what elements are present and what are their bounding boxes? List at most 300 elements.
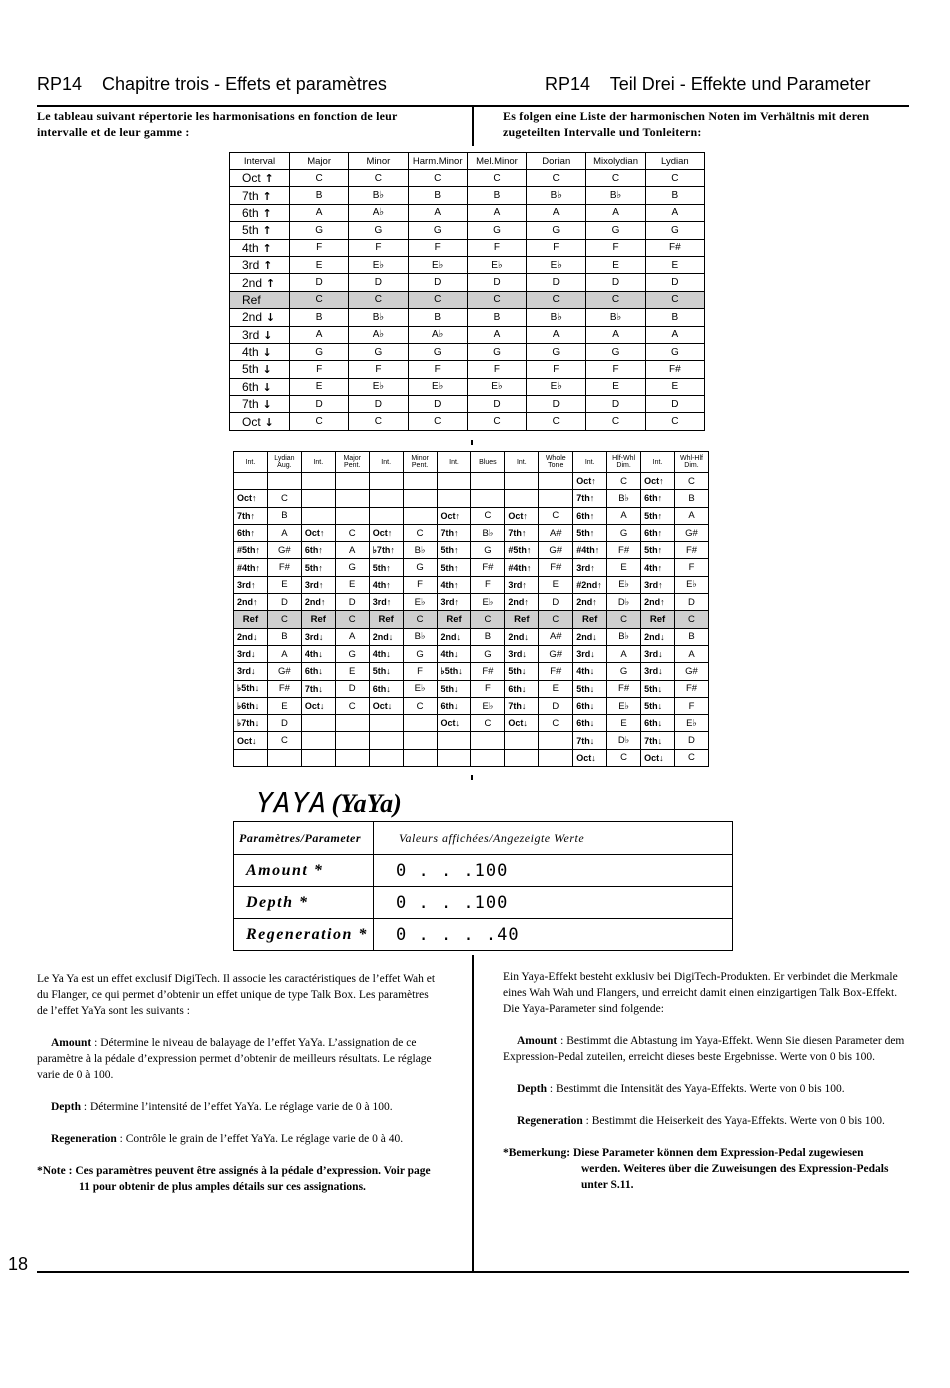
note-cell: B [645,187,704,204]
note-cell: F [290,239,349,256]
interval-cell [230,204,290,221]
param-amount-name: Amount * [234,855,374,887]
interval-cell: Oct↑ [234,490,268,507]
note-cell: C [267,732,301,749]
note-cell: E [607,559,641,576]
interval-cell [301,715,335,732]
table-2-header-cell: Whl-Hlf Dim. [674,452,708,473]
note-cell: C [539,507,573,524]
interval-cell: 2nd↓ [437,628,471,645]
param-row-regeneration [234,919,733,951]
interval-cell [230,256,290,273]
table-row [234,524,709,541]
interval-cell [230,361,290,378]
table-1-header-row [230,153,705,170]
intro-fr: Le tableau suivant répertorie les harmonisations en fonction de leur intervalle et de leur gamme : [37,109,398,139]
interval-cell: Oct↓ [573,749,607,766]
note-cell: C [349,413,408,430]
note-cell: D [527,396,586,413]
interval-cell: 5th↓ [437,680,471,697]
note-cell: B♭ [349,187,408,204]
note-cell: C [290,291,349,308]
interval-cell: 3rd↓ [641,663,675,680]
harmony-table-2-container [233,451,709,767]
note-cell: G [290,343,349,360]
param-depth-name: Depth * [234,887,374,919]
note-cell [471,473,505,490]
text-de-amount-label: Amount [517,1035,558,1047]
note-cell: B [290,309,349,326]
note-cell: E♭ [349,378,408,395]
note-cell: C [403,697,437,714]
text-fr-amount-text: : Détermine le niveau de balayage de l’effet YaYa. L’assignation de ce paramètre à la pédale d’expression permet d’obtenir de meilleurs résultats. Le réglage varie de 0 à 100. [37,1037,432,1081]
note-cell: C [335,524,369,541]
header-left-title: Chapitre trois - Effets et paramètres [102,74,387,94]
interval-cell [230,187,290,204]
interval-cell [505,749,539,766]
note-cell: C [267,611,301,628]
text-de-depth [503,1081,905,1097]
note-cell: B♭ [586,309,645,326]
text-de [503,969,905,1209]
arrow-up-icon: ↑ [258,241,272,255]
interval-cell: 5th↓ [641,680,675,697]
table-row [234,680,709,697]
interval-cell: Oct↑ [369,524,403,541]
note-cell: E [267,576,301,593]
interval-cell: Ref [437,611,471,628]
note-cell: F [471,576,505,593]
note-cell: B [467,187,526,204]
table-1-header-cell: Lydian [645,153,704,170]
note-cell [471,732,505,749]
interval-cell: 3rd↑ [369,594,403,611]
note-cell: A# [539,628,573,645]
note-cell: D [645,274,704,291]
text-fr [37,971,437,1211]
note-cell [403,490,437,507]
note-cell: G# [267,663,301,680]
table-row [230,361,705,378]
interval-cell [505,473,539,490]
interval-cell [505,490,539,507]
note-cell: D [539,697,573,714]
note-cell: E [290,256,349,273]
interval-cell: 7th↑ [505,524,539,541]
interval-cell [230,170,290,187]
interval-cell: Ref [505,611,539,628]
interval-label: 3rd [242,258,260,273]
interval-cell: 6th↑ [234,524,268,541]
table-1-header-cell: Major [290,153,349,170]
note-cell: G [607,524,641,541]
arrow-up-icon: ↑ [259,259,273,273]
interval-cell: 4th↑ [641,559,675,576]
interval-label: 6th [242,205,259,220]
interval-cell: 7th↓ [573,732,607,749]
note-cell: F# [674,680,708,697]
note-cell: G [349,343,408,360]
text-de-amount-text: : Bestimmt die Abtastung im Yaya-Effekt. Wenn Sie diesen Parameter dem Expression-Pedal zuteilen, erreicht dieses beste Ergebnisse. Werte von 0 bis 100. [503,1035,905,1063]
interval-cell [230,378,290,395]
table-1-header-cell: Interval [230,153,290,170]
note-cell: B♭ [586,187,645,204]
text-de-amount [503,1033,905,1065]
note-cell: G [645,343,704,360]
interval-cell [437,732,471,749]
note-cell: F [527,361,586,378]
note-cell: D [408,274,467,291]
note-cell [539,749,573,766]
interval-cell: Oct↓ [641,749,675,766]
interval-cell: 6th↓ [573,697,607,714]
interval-cell: Oct↓ [505,715,539,732]
note-cell: G [471,542,505,559]
note-cell: G [403,645,437,662]
arrow-down-icon: ↓ [258,398,272,412]
note-cell: F [674,559,708,576]
note-cell: C [674,473,708,490]
note-cell [335,715,369,732]
note-cell: F# [607,680,641,697]
table-row [234,507,709,524]
interval-cell: 3rd↓ [573,645,607,662]
note-cell: C [586,291,645,308]
note-cell: F# [267,559,301,576]
note-cell: E♭ [467,378,526,395]
text-fr-note-text: Ces paramètres peuvent être assignés à la pédale d’expression. Voir page 11 pour obtenir de plus amples détails sur ces assignations. [75,1165,431,1193]
interval-cell: 6th↓ [369,680,403,697]
table-2-header-cell: Minor Pent. [403,452,437,473]
note-cell: A [467,204,526,221]
table-row [230,396,705,413]
note-cell: G [408,343,467,360]
note-cell: F [408,239,467,256]
interval-cell: 6th↓ [641,715,675,732]
interval-cell: 7th↑ [437,524,471,541]
table-row [230,378,705,395]
text-de-intro: Ein Yaya-Effekt besteht exklusiv bei DigiTech-Produkten. Er verbindet die Merkmale eines Wah Wah und Flangers, und erreicht damit einen einzigartigen Talk Box-Effekt. Die Yaya-Parameter sind folgende: [503,971,898,1015]
interval-label: Oct [242,171,261,186]
interval-cell: 7th↓ [641,732,675,749]
table-row [230,343,705,360]
note-cell: G [467,343,526,360]
interval-cell: Oct↑ [505,507,539,524]
text-fr-regen-label: Regeneration [51,1133,117,1145]
interval-cell: 7th↓ [505,697,539,714]
text-fr-amount [37,1035,437,1083]
interval-cell: ♭5th↓ [437,663,471,680]
interval-cell [437,749,471,766]
table-1-header-cell: Mixolydian [586,153,645,170]
note-cell: A [645,326,704,343]
table-row [230,222,705,239]
table-2-header-cell: Lydian Aug. [267,452,301,473]
interval-cell: 5th↑ [437,559,471,576]
param-regeneration-value: 0 . . . .40 [374,919,733,951]
interval-cell [234,749,268,766]
interval-label: 7th [242,188,259,203]
table-2-header-cell: Hlf-Whl Dim. [607,452,641,473]
arrow-down-icon: ↓ [260,415,274,429]
table-row [234,542,709,559]
note-cell: E♭ [403,680,437,697]
interval-cell [505,732,539,749]
interval-cell [369,507,403,524]
parameter-table [233,821,733,951]
harmony-table-1 [229,152,705,431]
text-fr-depth-text: : Détermine l’intensité de l’effet YaYa. Le réglage varie de 0 à 100. [81,1101,393,1113]
interval-cell [301,490,335,507]
table-1-header-cell: Mel.Minor [467,153,526,170]
note-cell: G# [674,663,708,680]
interval-cell: Ref [369,611,403,628]
interval-cell [230,309,290,326]
note-cell: E [539,576,573,593]
interval-cell: 7th↑ [234,507,268,524]
header-column-divider [472,105,474,146]
table-row [234,611,709,628]
table-row [234,732,709,749]
table-2-header-cell: Int. [301,452,335,473]
note-cell: F [290,361,349,378]
text-fr-note-label: *Note : [37,1165,76,1177]
interval-cell: #4th↑ [234,559,268,576]
table-2-header-cell: Blues [471,452,505,473]
note-cell: C [674,611,708,628]
note-cell: F [349,361,408,378]
interval-cell: ♭7th↑ [369,542,403,559]
interval-cell: 3rd↑ [234,576,268,593]
interval-cell: Ref [641,611,675,628]
table-2-header-cell: Int. [641,452,675,473]
interval-cell: 3rd↑ [437,594,471,611]
interval-cell: 5th↑ [369,559,403,576]
note-cell: E [645,256,704,273]
table-row [230,170,705,187]
note-cell: D [674,732,708,749]
note-cell [335,732,369,749]
note-cell [403,749,437,766]
interval-cell: Oct↑ [573,473,607,490]
arrow-down-icon: ↓ [258,380,272,394]
note-cell: A [408,204,467,221]
note-cell: F# [539,559,573,576]
note-cell: C [290,413,349,430]
table-row [234,559,709,576]
note-cell: A [674,645,708,662]
note-cell: B♭ [403,542,437,559]
note-cell: G# [674,524,708,541]
table-2-header-row [234,452,709,473]
note-cell: A [586,204,645,221]
interval-cell: 4th↑ [369,576,403,593]
arrow-up-icon: ↑ [260,172,274,186]
interval-cell: Ref [301,611,335,628]
interval-cell: 6th↓ [505,680,539,697]
table-row [234,663,709,680]
note-cell: C [467,170,526,187]
interval-cell: 5th↓ [641,697,675,714]
interval-cell: Ref [573,611,607,628]
interval-cell: 3rd↑ [641,576,675,593]
note-cell: A [335,628,369,645]
table-row [230,326,705,343]
note-cell: D [335,594,369,611]
note-cell: E♭ [403,594,437,611]
note-cell: C [335,611,369,628]
interval-cell: 2nd↓ [573,628,607,645]
param-row-amount [234,855,733,887]
interval-label: 2nd [242,275,263,290]
note-cell: A [467,326,526,343]
note-cell: F [408,361,467,378]
note-cell: D [467,274,526,291]
interval-cell [301,749,335,766]
note-cell: E♭ [467,256,526,273]
note-cell: D [674,594,708,611]
interval-cell [301,473,335,490]
note-cell: B [674,490,708,507]
interval-cell: Oct↓ [369,697,403,714]
note-cell: A [290,204,349,221]
note-cell: C [408,291,467,308]
interval-cell: Oct↑ [437,507,471,524]
interval-cell: #5th↑ [234,542,268,559]
yaya-title [256,786,402,819]
interval-cell [369,732,403,749]
interval-cell: ♭7th↓ [234,715,268,732]
arrow-up-icon: ↑ [258,206,272,220]
note-cell: C [607,473,641,490]
interval-cell [230,343,290,360]
interval-cell: 5th↓ [573,680,607,697]
interval-cell: ♭6th↓ [234,697,268,714]
body-column-divider [472,955,474,1272]
note-cell: E♭ [349,256,408,273]
note-cell: G [586,222,645,239]
note-cell: C [607,611,641,628]
interval-cell: 5th↑ [573,524,607,541]
interval-cell [369,715,403,732]
note-cell: F [586,361,645,378]
table-2-header-cell: Int. [437,452,471,473]
interval-cell [369,473,403,490]
note-cell: G [527,343,586,360]
tick-mark [471,440,473,445]
header-right [545,74,871,95]
interval-cell: 6th↓ [301,663,335,680]
note-cell: A [267,524,301,541]
note-cell: D [267,594,301,611]
note-cell: B [408,187,467,204]
note-cell [403,473,437,490]
yaya-title-text: (YaYa) [331,789,402,818]
arrow-down-icon: ↓ [262,311,276,325]
note-cell: C [349,291,408,308]
table-row [230,256,705,273]
note-cell: C [471,611,505,628]
table-row [230,274,705,291]
note-cell: G [645,222,704,239]
interval-cell: 3rd↑ [573,559,607,576]
note-cell: B♭ [403,628,437,645]
interval-label: 5th [242,362,259,377]
note-cell: A [267,645,301,662]
table-row [234,697,709,714]
note-cell: E♭ [674,576,708,593]
arrow-down-icon: ↓ [258,346,272,360]
note-cell [335,490,369,507]
table-row [230,239,705,256]
interval-cell: 6th↑ [301,542,335,559]
note-cell: C [471,507,505,524]
note-cell: A [607,507,641,524]
note-cell: C [645,291,704,308]
interval-cell [230,326,290,343]
text-fr-regen-text: : Contrôle le grain de l’effet YaYa. Le réglage varie de 0 à 40. [116,1133,404,1145]
harmony-table-2 [233,451,709,767]
table-row [234,576,709,593]
note-cell: F# [471,663,505,680]
note-cell: B♭ [527,187,586,204]
param-regeneration-name: Regeneration * [234,919,374,951]
note-cell: D [408,396,467,413]
note-cell: B [471,628,505,645]
note-cell: C [527,413,586,430]
note-cell: A [335,542,369,559]
note-cell: B♭ [607,628,641,645]
interval-cell: Oct↓ [234,732,268,749]
note-cell: E [645,378,704,395]
note-cell: A# [539,524,573,541]
interval-cell: 2nd↑ [573,594,607,611]
note-cell [471,490,505,507]
interval-cell [230,396,290,413]
note-cell: G [527,222,586,239]
note-cell: D [527,274,586,291]
arrow-down-icon: ↓ [259,328,273,342]
interval-cell: 2nd↓ [505,628,539,645]
interval-cell: 2nd↑ [641,594,675,611]
table-row [234,628,709,645]
interval-cell: 6th↑ [641,490,675,507]
note-cell: C [403,524,437,541]
note-cell: B♭ [607,490,641,507]
note-cell: B♭ [471,524,505,541]
note-cell [403,715,437,732]
note-cell: F [586,239,645,256]
note-cell: E♭ [607,697,641,714]
note-cell: D [349,274,408,291]
table-2-header-cell: Int. [234,452,268,473]
note-cell: E♭ [408,256,467,273]
table-row [234,645,709,662]
note-cell: B [467,309,526,326]
interval-cell: ♭5th↓ [234,680,268,697]
note-cell: D [290,274,349,291]
page-number: 18 [8,1254,29,1274]
note-cell: G [335,645,369,662]
harmony-table-1-container [229,152,705,431]
note-cell: E [607,715,641,732]
note-cell: C [290,170,349,187]
note-cell: B♭ [527,309,586,326]
note-cell: B [267,628,301,645]
note-cell [403,507,437,524]
note-cell: F# [645,239,704,256]
interval-cell: 3rd↓ [234,663,268,680]
